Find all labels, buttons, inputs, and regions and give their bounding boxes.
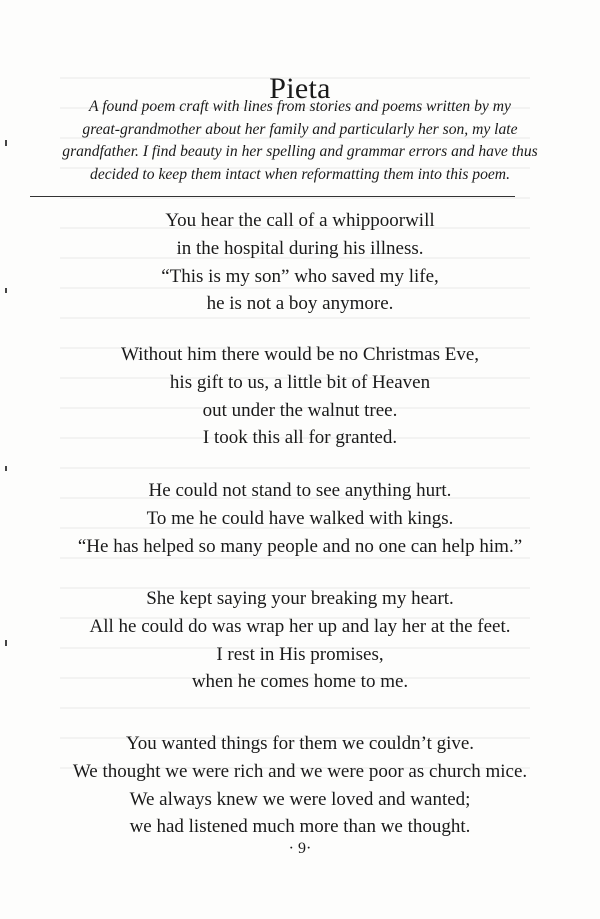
intro-line: decided to keep them intact when reformatting them into this poem. bbox=[90, 165, 510, 183]
poem-line: You hear the call of a whippoorwill bbox=[165, 210, 435, 231]
poem-line: his gift to us, a little bit of Heaven bbox=[169, 371, 431, 393]
poem-line: We thought we were rich and we were poor as church mice. bbox=[72, 760, 528, 782]
poem-line: I took this all for granted. bbox=[202, 427, 398, 449]
page-number: · 9· bbox=[288, 840, 312, 857]
intro-line: grandfather. I find beauty in her spelling and grammar errors and have thus bbox=[62, 143, 538, 160]
poem-introduction bbox=[30, 96, 570, 186]
poem-line: He could not stand to see anything hurt. bbox=[148, 480, 452, 501]
poem-line: To me he could have walked with kings. bbox=[146, 507, 454, 529]
stanza-1 bbox=[0, 207, 600, 318]
poem-line: we had listened much more than we thought. bbox=[129, 816, 471, 838]
poem-line: in the hospital during his illness. bbox=[176, 237, 424, 259]
poem-title: Pieta bbox=[269, 72, 331, 106]
poem-line: She kept saying your breaking my heart. bbox=[146, 588, 454, 609]
poem-line: All he could do was wrap her up and lay her at the feet. bbox=[89, 615, 511, 637]
stanza-3 bbox=[0, 477, 600, 560]
poem-line: “This is my son” who saved my life, bbox=[161, 265, 439, 287]
poem-line: when he comes home to me. bbox=[191, 671, 409, 693]
stanza-2 bbox=[0, 341, 600, 452]
poem-line: he is not a boy anymore. bbox=[206, 293, 394, 315]
poem-line: out under the walnut tree. bbox=[202, 399, 398, 421]
margin-mark bbox=[5, 140, 7, 146]
poem-line: I rest in His promises, bbox=[216, 643, 384, 665]
stanza-5 bbox=[0, 730, 600, 841]
intro-line: great-grandmother about her family and particularly her son, my late bbox=[82, 120, 518, 138]
poem-line: We always knew we were loved and wanted; bbox=[129, 788, 471, 810]
section-divider bbox=[30, 196, 515, 197]
margin-mark bbox=[5, 466, 7, 471]
poem-line: Without him there would be no Christmas Eve, bbox=[120, 344, 480, 365]
poem-line: “He has helped so many people and no one can help him.” bbox=[77, 535, 523, 557]
stanza-4 bbox=[0, 585, 600, 696]
intro-line: A found poem craft with lines from stories and poems written by my bbox=[89, 98, 511, 115]
poem-line: You wanted things for them we couldn’t give. bbox=[125, 733, 475, 754]
